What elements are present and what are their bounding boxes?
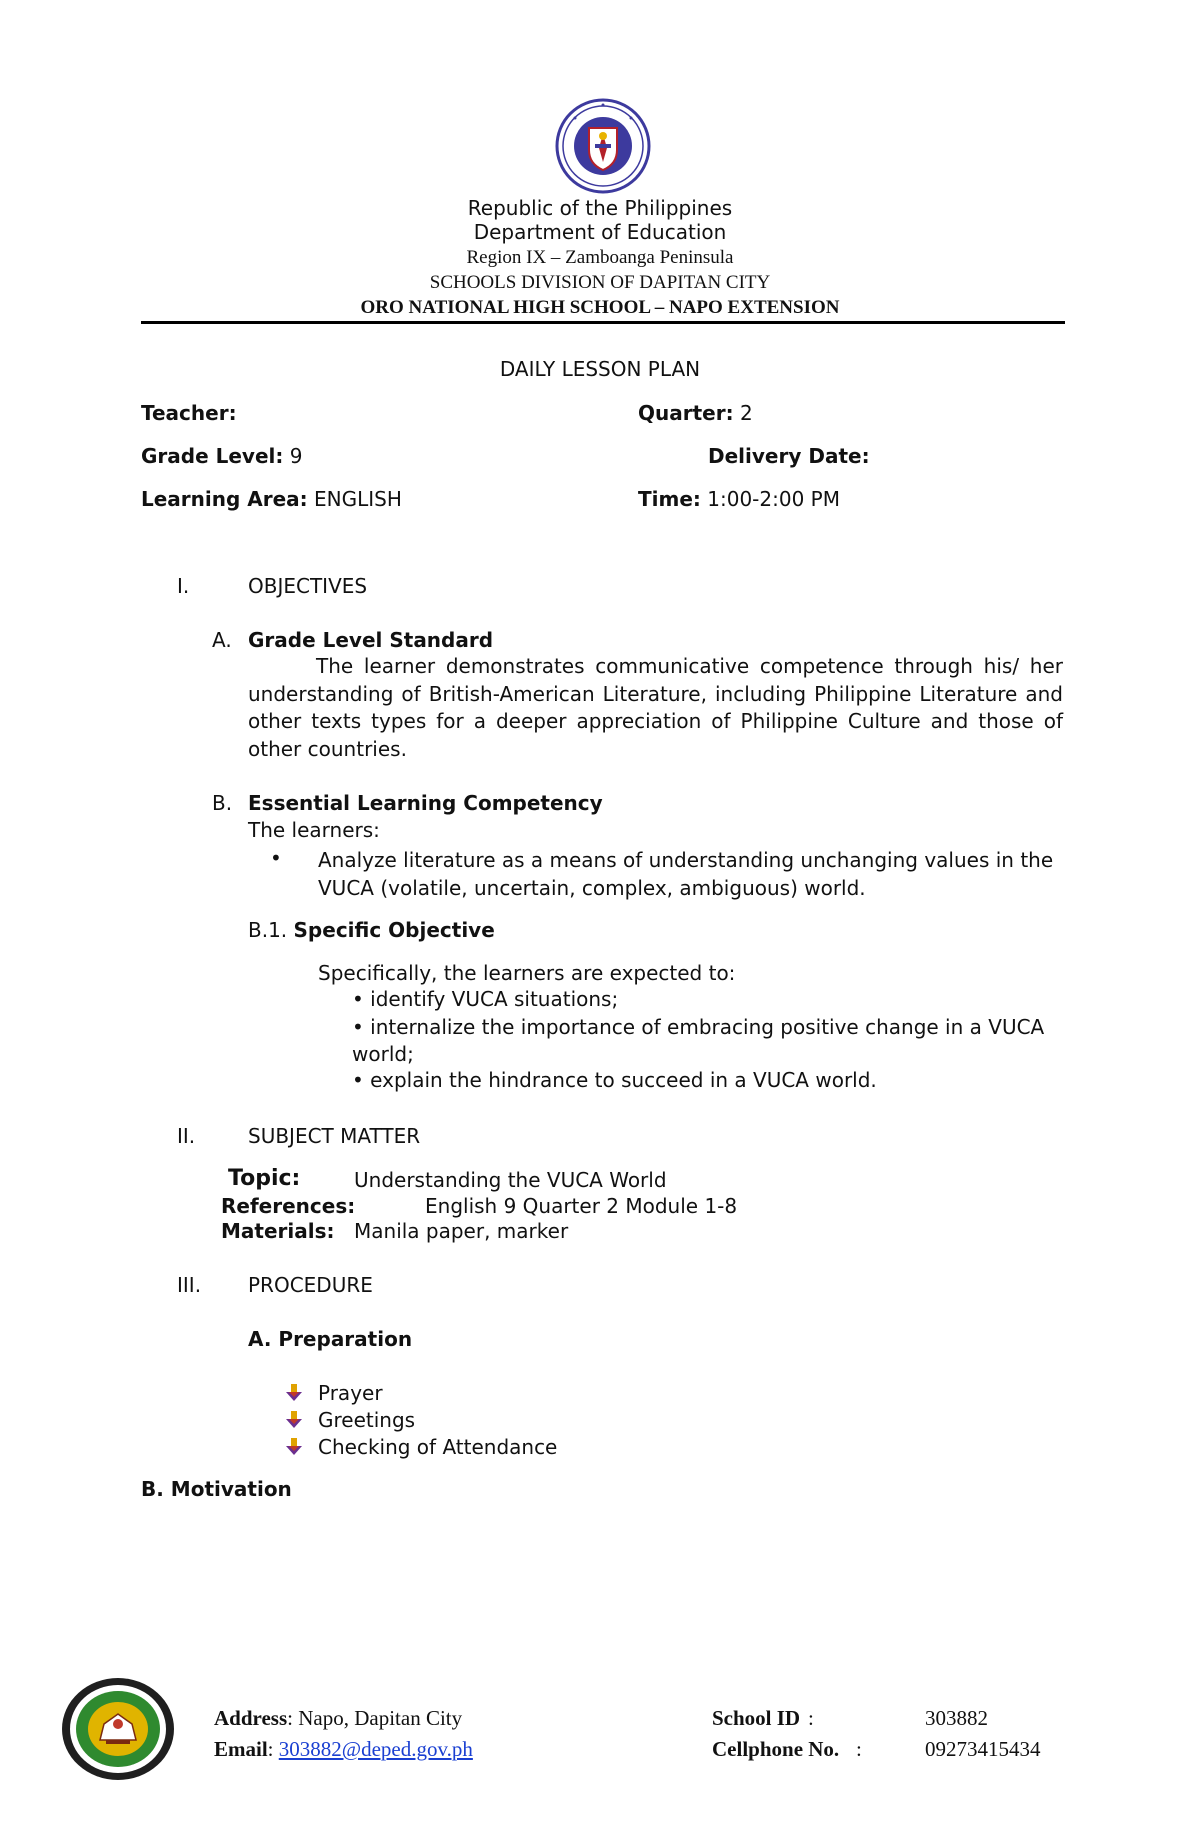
preparation-item: Prayer <box>318 1381 383 1405</box>
learning-area-field <box>141 487 402 511</box>
email-colon: : <box>267 1737 274 1761</box>
grade-level-standard-letter: A. <box>212 628 232 652</box>
school-id-value: 303882 <box>925 1706 988 1730</box>
subject-matter-numeral: II. <box>177 1124 196 1148</box>
objectives-heading: OBJECTIVES <box>248 574 368 598</box>
cellphone-colon: : <box>856 1737 862 1761</box>
address-value: : Napo, Dapitan City <box>287 1706 463 1730</box>
specific-objective-intro: Specifically, the learners are expected to: <box>318 961 736 985</box>
specific-objective-item: • identify VUCA situations; <box>352 987 619 1011</box>
specific-objective-item: • internalize the importance of embracing positive change in a VUCA world; <box>352 1015 1045 1066</box>
school-id-colon: : <box>808 1706 814 1730</box>
time-label: Time: <box>638 487 701 511</box>
quarter-value: 2 <box>739 401 753 425</box>
competency-intro: The learners: <box>248 818 380 842</box>
topic-label: Topic: <box>228 1166 301 1191</box>
grade-level-standard-heading: Grade Level Standard <box>248 628 494 652</box>
footer-email <box>214 1737 473 1762</box>
time-field <box>638 487 840 511</box>
references-value: English 9 Quarter 2 Module 1-8 <box>425 1194 738 1218</box>
objectives-numeral: I. <box>177 574 190 598</box>
learning-area-value: ENGLISH <box>314 487 402 511</box>
preparation-item: Checking of Attendance <box>318 1435 558 1459</box>
grade-level-standard-body: The learner demonstrates communicative competence through his/ her understanding of British-American Literature, including Philippine Literature and other texts types for a deeper appreciation of Philippine Culture and those of other countries. <box>248 654 1063 761</box>
address-label: Address <box>214 1706 288 1730</box>
school-seal-icon <box>60 1676 176 1782</box>
grade-level-standard-text <box>248 653 1063 763</box>
delivery-date-label: Delivery Date: <box>708 444 870 468</box>
preparation-item: Greetings <box>318 1408 416 1432</box>
time-value: 1:00-2:00 PM <box>707 487 840 511</box>
topic-value: Understanding the VUCA World <box>354 1168 667 1192</box>
email-link[interactable]: 303882@deped.gov.ph <box>278 1737 473 1761</box>
grade-level-label: Grade Level: <box>141 444 284 468</box>
teacher-field <box>141 401 237 425</box>
teacher-label: Teacher: <box>141 401 237 425</box>
competency-letter: B. <box>212 791 233 815</box>
competency-bullet-mark: • <box>270 846 282 870</box>
arrow-bullet-icon <box>284 1383 304 1403</box>
header-school: ORO NATIONAL HIGH SCHOOL – NAPO EXTENSION <box>360 297 840 318</box>
page-title: DAILY LESSON PLAN <box>499 357 701 381</box>
subject-matter-heading: SUBJECT MATTER <box>248 1124 421 1148</box>
specific-objective-prefix: B.1. <box>248 918 288 942</box>
footer-address <box>214 1706 462 1731</box>
competency-heading: Essential Learning Competency <box>248 791 603 815</box>
materials-value: Manila paper, marker <box>354 1219 569 1243</box>
references-label: References: <box>221 1194 356 1218</box>
quarter-label: Quarter: <box>638 401 734 425</box>
email-label: Email <box>214 1737 268 1761</box>
specific-objective-item: • explain the hindrance to succeed in a VUCA world. <box>352 1068 877 1092</box>
specific-objective-title <box>248 918 495 942</box>
cellphone-label: Cellphone No. <box>712 1737 840 1761</box>
cellphone-value: 09273415434 <box>925 1737 1041 1761</box>
preparation-heading: A. Preparation <box>248 1327 413 1351</box>
procedure-heading: PROCEDURE <box>248 1273 373 1297</box>
competency-bullet-text: Analyze literature as a means of understanding unchanging values in the VUCA (volatile, uncertain, complex, ambiguous) world. <box>318 848 1054 900</box>
arrow-bullet-icon <box>284 1410 304 1430</box>
school-id-label: School ID <box>712 1706 801 1730</box>
header-department: Department of Education <box>473 220 727 244</box>
procedure-numeral: III. <box>177 1273 202 1297</box>
header-divider <box>141 321 1065 324</box>
delivery-date-field <box>708 444 870 468</box>
header-republic: Republic of the Philippines <box>467 196 733 220</box>
header-division: SCHOOLS DIVISION OF DAPITAN CITY <box>429 272 771 293</box>
deped-seal-icon <box>555 98 651 194</box>
grade-level-field <box>141 444 302 468</box>
grade-level-value: 9 <box>289 444 303 468</box>
specific-objective-heading: Specific Objective <box>293 918 495 942</box>
motivation-heading: B. Motivation <box>141 1477 292 1501</box>
learning-area-label: Learning Area: <box>141 487 308 511</box>
quarter-field <box>638 401 753 425</box>
arrow-bullet-icon <box>284 1437 304 1457</box>
header-region: Region IX – Zamboanga Peninsula <box>466 247 734 268</box>
materials-label: Materials: <box>221 1219 335 1243</box>
